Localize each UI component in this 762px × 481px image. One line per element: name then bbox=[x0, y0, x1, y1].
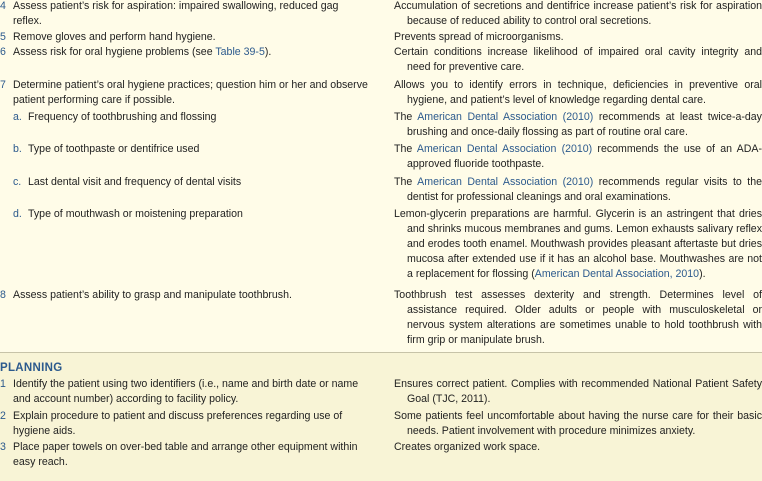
rationale bbox=[394, 142, 762, 172]
rationale-text bbox=[394, 110, 762, 140]
rationale bbox=[394, 288, 762, 348]
substep-label: a. bbox=[13, 111, 22, 123]
rationale-part: The bbox=[394, 176, 418, 188]
section-heading: PLANNING bbox=[0, 362, 63, 374]
substep-label: d. bbox=[13, 208, 22, 220]
step-number: 7 bbox=[0, 79, 6, 91]
substep-label: c. bbox=[13, 176, 22, 188]
step-number: 1 bbox=[0, 378, 6, 390]
rationale bbox=[394, 0, 762, 29]
rationale-part: Lemon-glycerin preparations are harmful. Glycerin is an astringent that dries and shrinks mucous membranes and gums. Lemon exhausts salivary reflex and erodes tooth enamel. Mouthwash provides pleasant aftertaste but dries mucosa after extended use if it has an alcohol base. Mouthwashes are not a replacement for flossing ( bbox=[394, 208, 762, 280]
rationale bbox=[394, 377, 762, 407]
step-text: Remove gloves and perform hand hygiene. bbox=[13, 31, 216, 43]
step-text: Explain procedure to patient and discuss preferences regarding use of hygiene aids. bbox=[13, 410, 343, 437]
rationale-text bbox=[394, 207, 762, 282]
step-text: Assess patient’s ability to grasp and manipulate toothbrush. bbox=[13, 289, 292, 301]
rationale bbox=[394, 207, 762, 282]
substep-text: Frequency of toothbrushing and flossing bbox=[28, 111, 217, 123]
substep-text: Type of mouthwash or moistening preparation bbox=[28, 208, 243, 220]
rationale bbox=[394, 30, 762, 45]
step-text: Assess patient’s risk for aspiration: impaired swallowing, reduced gag reflex. bbox=[13, 0, 339, 27]
rationale-text bbox=[394, 175, 762, 205]
planning-section bbox=[0, 353, 762, 481]
rationale bbox=[394, 110, 762, 140]
citation-link[interactable]: American Dental Association (2010) bbox=[416, 143, 593, 155]
substep-text: Last dental visit and frequency of dental visits bbox=[28, 176, 242, 188]
citation-link[interactable]: American Dental Association, 2010 bbox=[534, 268, 700, 280]
table-reference-link[interactable]: Table 39-5 bbox=[215, 46, 265, 58]
rationale-part: recommends the use of an ADA-approved fluoride toothpaste. bbox=[407, 143, 762, 170]
rationale-text: Prevents spread of microorganisms. bbox=[394, 31, 564, 43]
step-number: 4 bbox=[0, 0, 6, 12]
rationale-part: The bbox=[394, 143, 417, 155]
citation-link[interactable]: American Dental Association (2010) bbox=[417, 111, 594, 123]
rationale-text: Accumulation of secretions and dentifrice increase patient’s risk for aspiration because of reduced ability to control oral secretions. bbox=[394, 0, 762, 27]
step-text-part: Assess risk for oral hygiene problems (see bbox=[13, 46, 216, 58]
rationale bbox=[394, 440, 762, 455]
rationale bbox=[394, 175, 762, 205]
rationale-part: recommends at least twice-a-day brushing and once-daily flossing as part of routine oral care. bbox=[407, 111, 762, 138]
rationale bbox=[394, 45, 762, 75]
step-number: 2 bbox=[0, 410, 6, 422]
rationale-text: Toothbrush test assesses dexterity and strength. Determines level of assistance required. Older adults or people with musculoskeletal or nervous system alterations are sometimes unable to hold toothbrush with firm grip or manipulate brush. bbox=[394, 289, 762, 346]
rationale-text: Allows you to identify errors in technique, deficiencies in preventive oral hygiene, and patient’s level of knowledge regarding dental care. bbox=[394, 79, 762, 106]
rationale-text: Creates organized work space. bbox=[394, 441, 541, 453]
step-number: 8 bbox=[0, 289, 6, 301]
step-text: Place paper towels on over-bed table and arrange other equipment within easy reach. bbox=[13, 441, 358, 468]
rationale bbox=[394, 78, 762, 108]
step-text bbox=[13, 45, 369, 60]
substep-label: b. bbox=[13, 143, 22, 155]
rationale-text bbox=[394, 142, 762, 172]
step-number: 3 bbox=[0, 441, 6, 453]
step-number: 6 bbox=[0, 46, 6, 58]
rationale-text: Ensures correct patient. Complies with recommended National Patient Safety Goal (TJC, 2011). bbox=[394, 378, 762, 405]
rationale-text: Certain conditions increase likelihood of impaired oral cavity integrity and need for preventive care. bbox=[394, 46, 762, 73]
rationale bbox=[394, 409, 762, 439]
substep-text: Type of toothpaste or dentifrice used bbox=[28, 143, 200, 155]
step-text: Identify the patient using two identifiers (i.e., name and birth date or name and account number) according to facility policy. bbox=[13, 378, 359, 405]
step-text: Determine patient’s oral hygiene practices; question him or her and observe patient performing care if possible. bbox=[13, 79, 368, 106]
rationale-part: The bbox=[394, 111, 418, 123]
step-text-part: ). bbox=[264, 46, 272, 58]
step-number: 5 bbox=[0, 31, 6, 43]
rationale-part: recommends regular visits to the dentist for professional cleanings and oral examinations. bbox=[407, 176, 762, 203]
citation-link[interactable]: American Dental Association (2010) bbox=[417, 176, 594, 188]
rationale-part: ). bbox=[699, 268, 706, 280]
rationale-text: Some patients feel uncomfortable about having the nurse care for their basic needs. Patient involvement with procedure minimizes anxiety. bbox=[394, 410, 762, 437]
